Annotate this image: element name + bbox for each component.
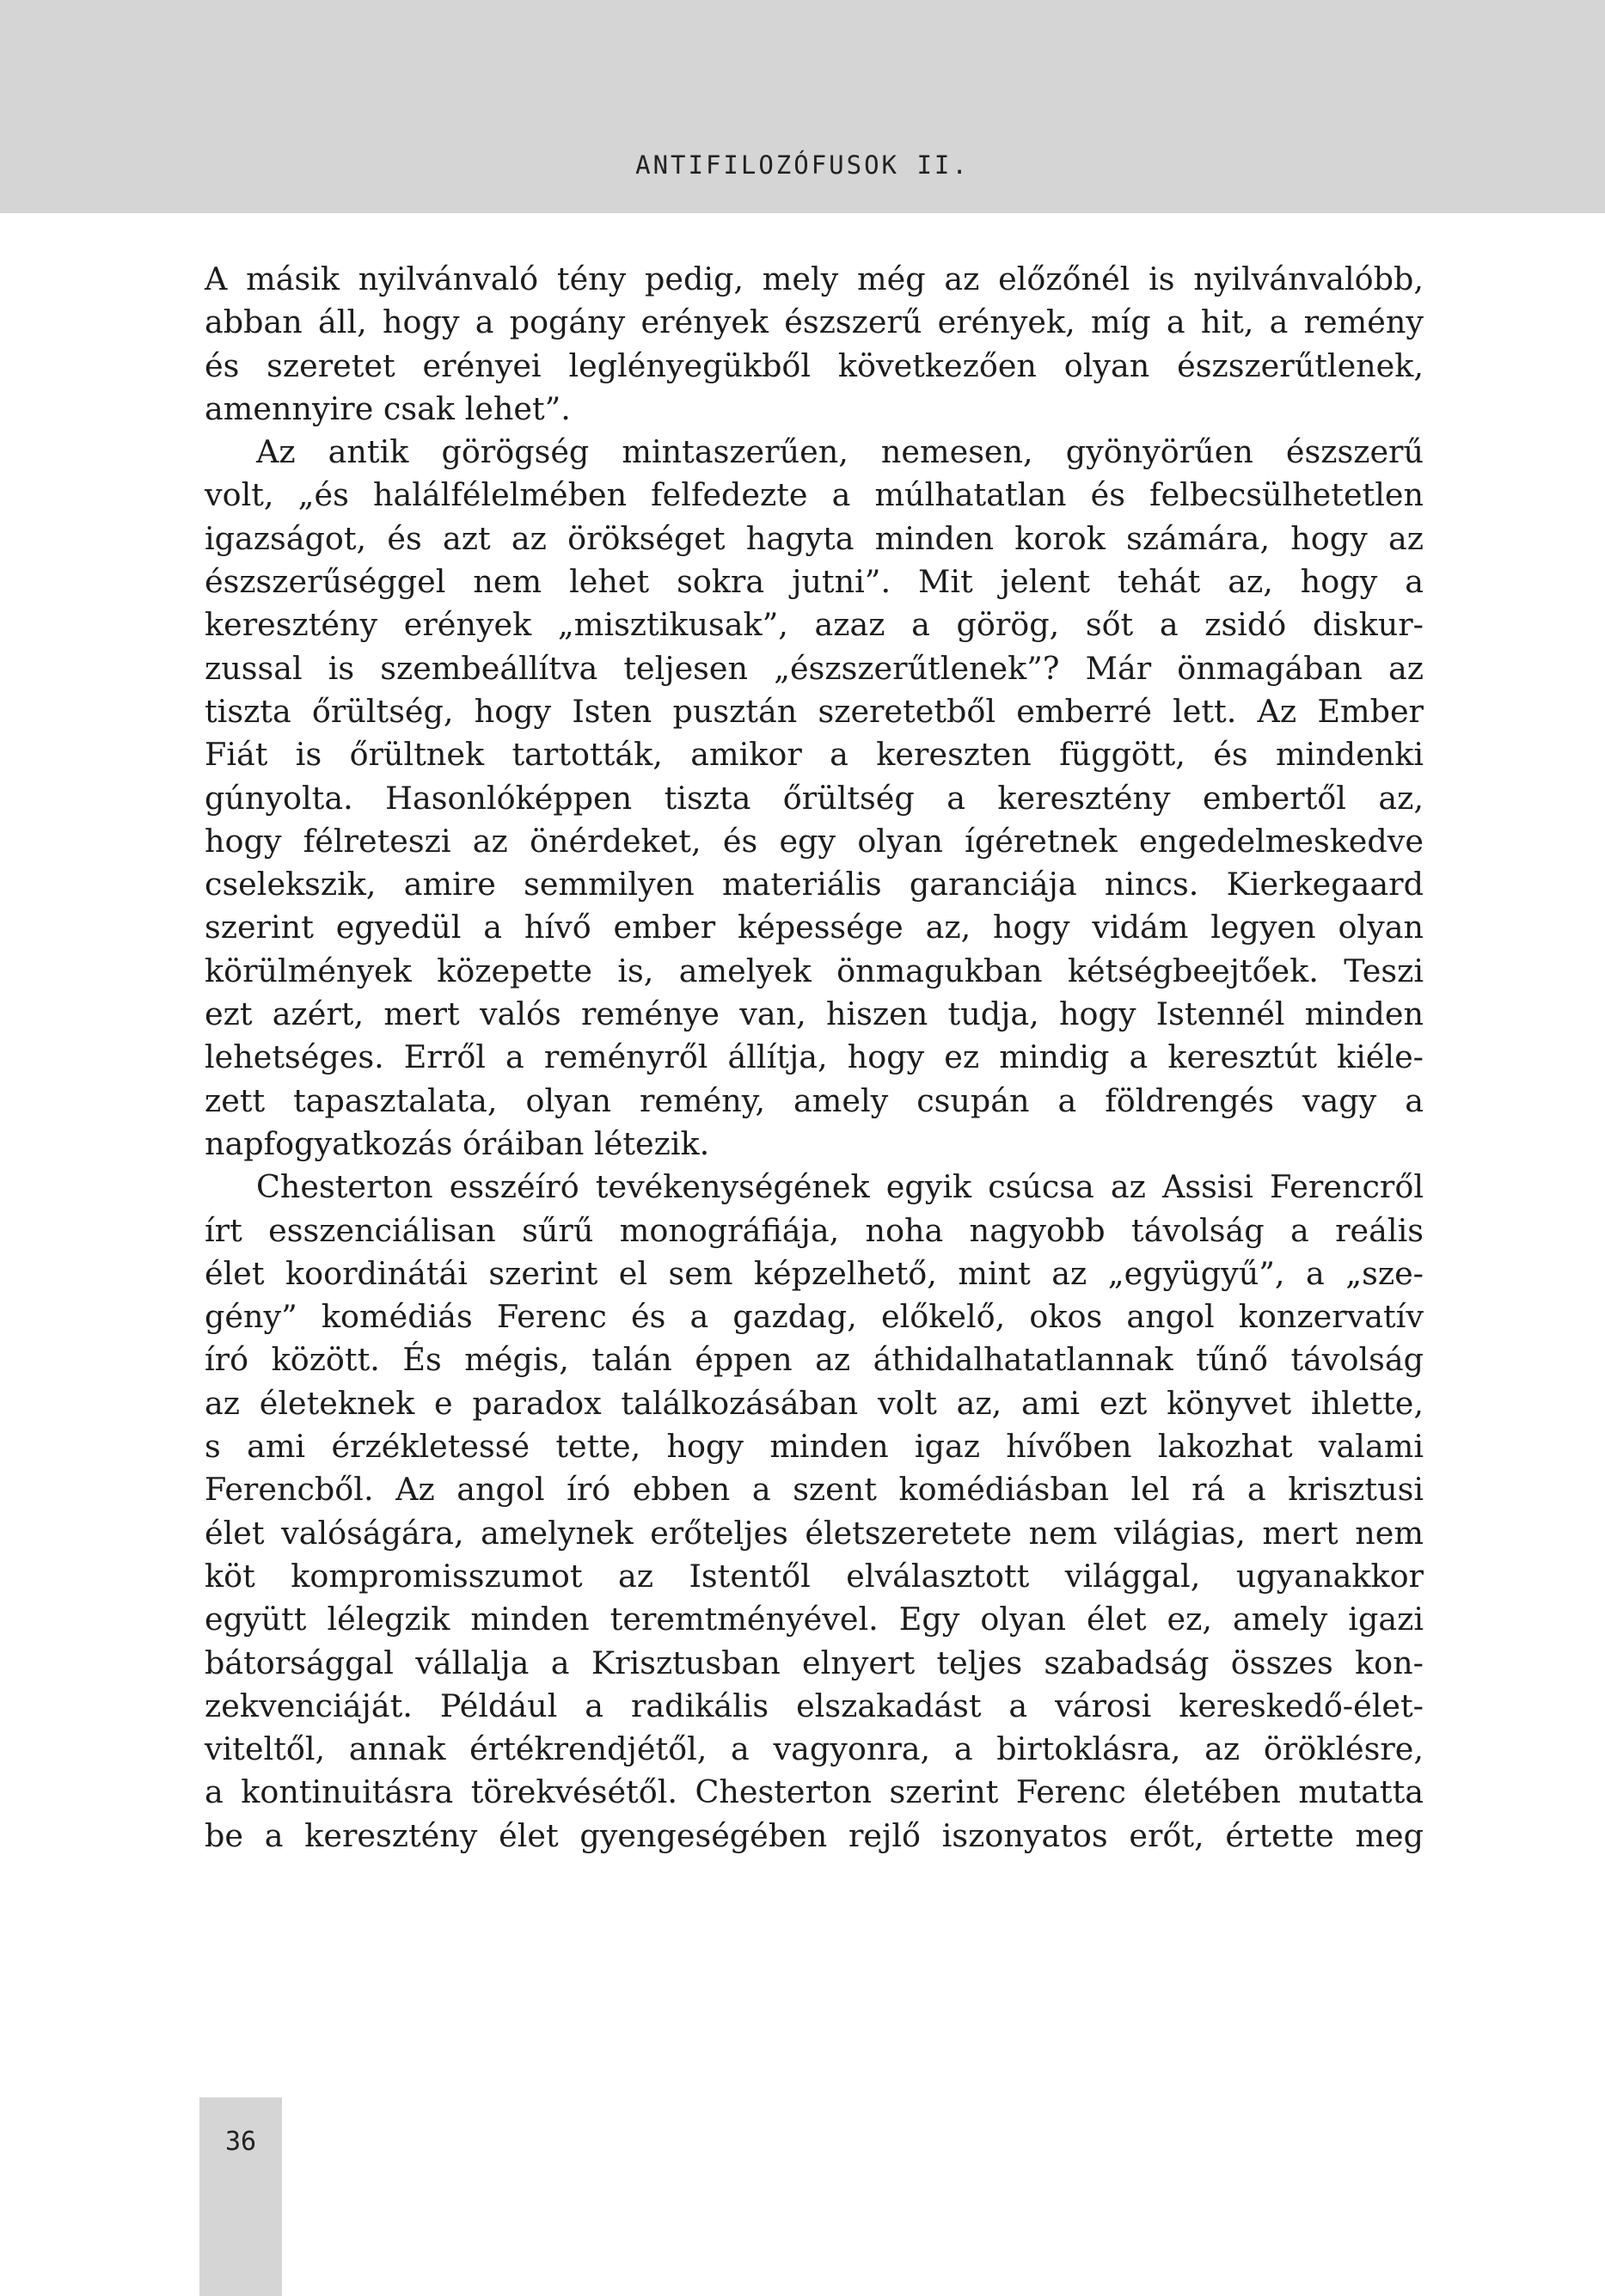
text-line: élet valóságára, amelynek erőteljes életszeretete nem világias, mert nem [205,1514,1424,1552]
text-line: Ferencből. Az angol író ebben a szent komédiásban lel rá a krisztusi [205,1471,1424,1509]
text-line: körülmények közepette is, amelyek önmagukban kétségbeejtőek. Teszi [205,952,1424,989]
text-line: volt, „és halálfélelmében felfedezte a múlhatatlan és felbecsülhetetlen [205,476,1424,514]
page-number: 36 [224,2127,257,2157]
text-line: A másik nyilvánvaló tény pedig, mely még az előzőnél is nyilvánvalóbb, [205,260,1424,297]
running-head: ANTIFILOZÓFUSOK II. [635,150,970,180]
text-line: zett tapasztalata, olyan remény, amely csupán a földrengés vagy a [205,1081,1424,1119]
text-line: élet koordinátái szerint el sem képzelhető, mint az „együgyű”, a „sze- [205,1254,1424,1292]
text-line: tiszta őrültség, hogy Isten pusztán szeretetből emberré lett. Az Ember [205,692,1424,730]
text-line: ezt azért, mert valós reménye van, hiszen tudja, hogy Istennél minden [205,995,1424,1033]
body-text [205,258,1424,1858]
text-line: keresztény erények „misztikusak”, azaz a görög, sőt a zsidó diskur- [205,606,1424,644]
text-line: napfogyatkozás óráiban létezik. [205,1124,710,1162]
text-line: be a keresztény élet gyengeségében rejlő iszonyatos erőt, értette meg [205,1816,1424,1854]
text-line: gény” komédiás Ferenc és a gazdag, előkelő, okos angol konzervatív [205,1298,1424,1336]
text-line: zekvenciáját. Például a radikális elszakadást a városi kereskedő-élet- [205,1687,1424,1724]
text-line: s ami érzékletessé tette, hogy minden igaz hívőben lakozhat valami [205,1428,1424,1466]
text-line: köt kompromisszumot az Istentől elválasztott világgal, ugyanakkor [205,1557,1424,1595]
text-line: abban áll, hogy a pogány erények észszerű erények, míg a hit, a remény [205,303,1424,341]
text-line: Chesterton esszéíró tevékenységének egyik csúcsa az Assisi Ferencről [256,1168,1424,1206]
text-line: együtt lélegzik minden teremtményével. Egy olyan élet ez, amely igazi [205,1601,1424,1638]
text-line: amennyire csak lehet”. [205,389,571,427]
text-line: az életeknek e paradox találkozásában volt az, ami ezt könyvet ihlette, [205,1384,1424,1422]
text-line: bátorsággal vállalja a Krisztusban elnyert teljes szabadság összes kon- [205,1644,1424,1681]
text-line: és szeretet erényei leglényegükből következően olyan észszerűtlenek, [205,346,1424,384]
text-line: a kontinuitásra törekvésétől. Chesterton szerint Ferenc életében mutatta [205,1773,1424,1811]
text-line: gúnyolta. Hasonlóképpen tiszta őrültség a keresztény embertől az, [205,779,1424,817]
text-line: viteltől, annak értékrendjétől, a vagyonra, a birtoklásra, az öröklésre, [205,1730,1424,1768]
text-line: szerint egyedül a hívő ember képessége az, hogy vidám legyen olyan [205,909,1424,946]
text-line: észszerűséggel nem lehet sokra jutni”. Mit jelent tehát az, hogy a [205,563,1424,601]
text-line: Az antik görögség mintaszerűen, nemesen, gyönyörűen észszerű [256,433,1424,471]
text-line: cselekszik, amire semmilyen materiális garanciája nincs. Kierkegaard [205,866,1424,903]
text-line: zussal is szembeállítva teljesen „észszerűtlenek”? Már önmagában az [205,649,1424,687]
text-line: lehetséges. Erről a reményről állítja, hogy ez mindig a keresztút kiéle- [205,1038,1424,1076]
text-line: hogy félreteszi az önérdeket, és egy olyan ígéretnek engedelmeskedve [205,822,1424,860]
text-line: Fiát is őrültnek tartották, amikor a kereszten függött, és mindenki [205,736,1424,774]
text-line: írt esszenciálisan sűrű monográfiája, noha nagyobb távolság a reális [205,1211,1424,1249]
text-line: igazságot, és azt az örökséget hagyta minden korok számára, hogy az [205,519,1424,557]
text-line: író között. És mégis, talán éppen az áthidalhatatlannak tűnő távolság [205,1341,1424,1379]
